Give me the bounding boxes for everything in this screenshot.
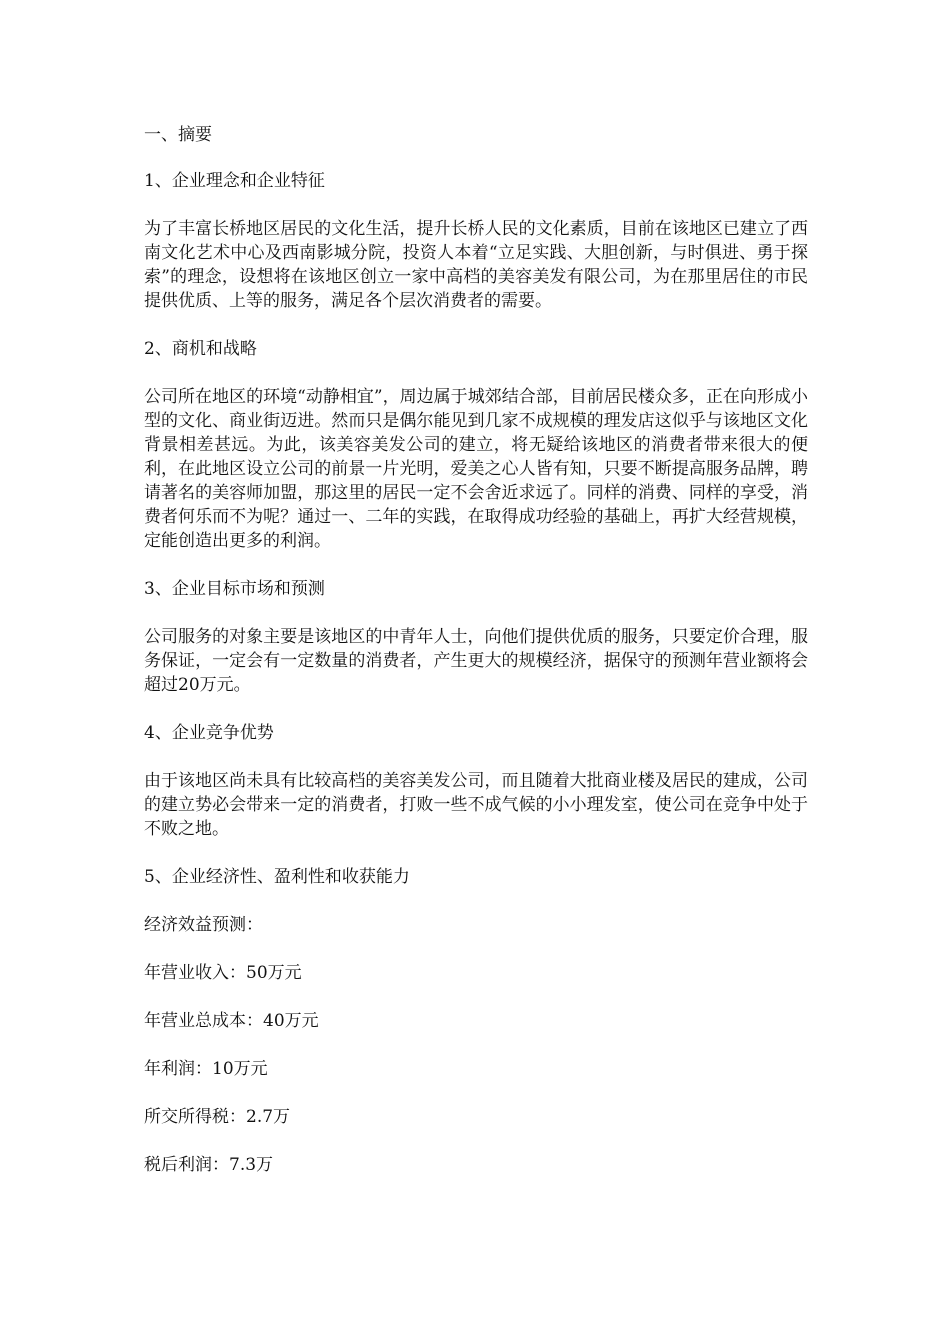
forecast-item-cost: 年营业总成本：40万元 <box>144 1011 319 1031</box>
section-paragraph-1: 为了丰富长桥地区居民的文化生活，提升长桥人民的文化素质，目前在该地区已建立了西南文化艺术中心及西南影城分院，投资人本着“立足实践、大胆创新，与时俱进、勇于探索”的理念，设想将在该地区创立一家中高档的美容美发有限公司，为在那里居住的市民提供优质、上等的服务，满足各个层次消费者的需要。 <box>144 219 808 311</box>
section-paragraph-2: 公司所在地区的环境“动静相宜”，周边属于城郊结合部，目前居民楼众多，正在向形成小型的文化、商业街迈进。然而只是偶尔能见到几家不成规模的理发店这似乎与该地区文化背景相差甚远。为此，该美容美发公司的建立，将无疑给该地区的消费者带来很大的便利，在此地区设立公司的前景一片光明，爱美之心人皆有知，只要不断提高服务品牌，聘请著名的美容师加盟，那这里的居民一定不会舍近求远了。同样的消费、同样的享受，消费者何乐而不为呢？通过一、二年的实践，在取得成功经验的基础上，再扩大经营规模，定能创造出更多的利润。 <box>144 387 808 551</box>
section-paragraph-4: 由于该地区尚未具有比较高档的美容美发公司，而且随着大批商业楼及居民的建成，公司的建立势必会带来一定的消费者，打败一些不成气候的小小理发室，使公司在竞争中处于不败之地。 <box>144 771 808 839</box>
section-heading-3: 3、企业目标市场和预测 <box>144 579 325 599</box>
section-heading-2: 2、商机和战略 <box>144 339 257 359</box>
forecast-label: 经济效益预测： <box>144 915 263 935</box>
document-title: 一、摘要 <box>144 125 212 145</box>
forecast-item-revenue: 年营业收入：50万元 <box>144 963 302 983</box>
section-paragraph-3: 公司服务的对象主要是该地区的中青年人士，向他们提供优质的服务，只要定价合理，服务保证，一定会有一定数量的消费者，产生更大的规模经济，据保守的预测年营业额将会超过20万元。 <box>144 627 808 695</box>
forecast-item-net-profit: 税后利润：7.3万 <box>144 1155 274 1175</box>
forecast-item-tax: 所交所得税：2.7万 <box>144 1107 291 1127</box>
section-heading-1: 1、企业理念和企业特征 <box>144 171 325 191</box>
section-heading-4: 4、企业竞争优势 <box>144 723 274 743</box>
section-heading-5: 5、企业经济性、盈利性和收获能力 <box>144 867 410 887</box>
document-body <box>144 123 808 1201</box>
forecast-item-profit: 年利润：10万元 <box>144 1059 268 1079</box>
